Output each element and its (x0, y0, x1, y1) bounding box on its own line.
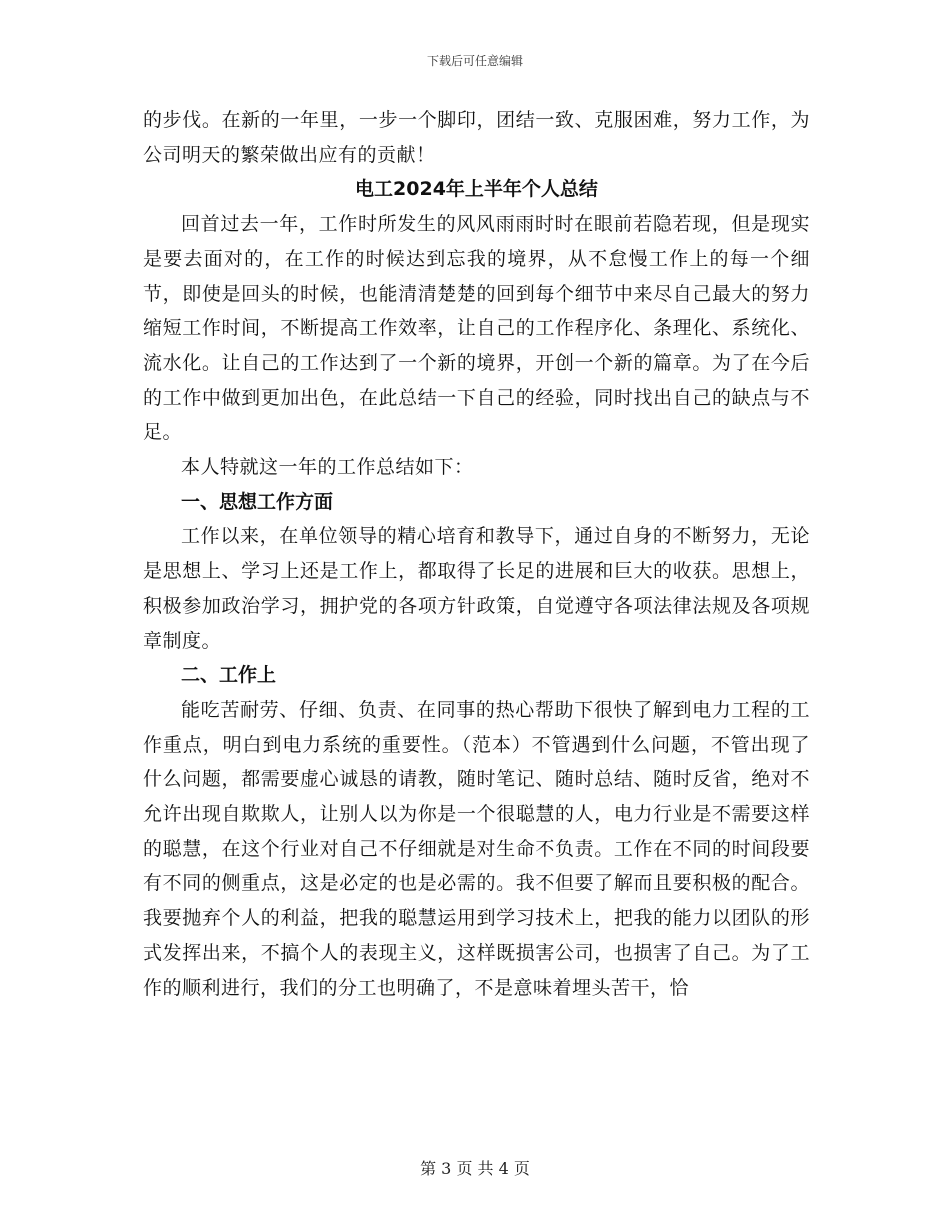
section-text-work: 能吃苦耐劳、仔细、负责、在同事的热心帮助下很快了解到电力工程的工作重点，明白到电力系统的重要性。（范本）不管遇到什么问题，不管出现了什么问题，都需要虚心诚恳的请教，随时笔记、随时总结、随时反省，绝对不允许出现自欺欺人，让别人以为你是一个很聪慧的人，电力行业是不需要这样的聪慧，在这个行业对自己不仔细就是对生命不负责。工作在不同的时间段要有不同的侧重点，这是必定的也是必需的。我不但要了解而且要积极的配合。我要抛弃个人的利益，把我的聪慧运用到学习技术上，把我的能力以团队的形式发挥出来，不搞个人的表现主义，这样既损害公司，也损害了自己。为了工作的顺利进行，我们的分工也明确了，不是意味着埋头苦干，恰 (143, 698, 810, 999)
paragraph-review: 回首过去一年，工作时所发生的风风雨雨时时在眼前若隐若现，但是现实是要去面对的，在工作的时候达到忘我的境界，从不怠慢工作上的每一个细节，即使是回头的时候，也能清清楚楚的回到每个细节中来尽自己最大的努力缩短工作时间，不断提高工作效率，让自己的工作程序化、条理化、系统化、流水化。让自己的工作达到了一个新的境界，开创一个新的篇章。为了在今后的工作中做到更加出色，在此总结一下自己的经验，同时找出自己的缺点与不足。 (143, 213, 810, 444)
document-body (143, 103, 810, 1005)
page-header: 下载后可任意编辑 (426, 54, 523, 68)
page-number: 第 3 页 共 4 页 (420, 1159, 530, 1178)
section-heading-work: 二、工作上 (181, 664, 277, 687)
document-title: 电工2024年上半年个人总结 (355, 178, 598, 201)
paragraph-summary-intro: 本人特就这一年的工作总结如下： (181, 456, 474, 479)
section-text-thought: 工作以来，在单位领导的精心培育和教导下，通过自身的不断努力，无论是思想上、学习上还是工作上，都取得了长足的进展和巨大的收获。思想上，积极参加政治学习，拥护党的各项方针政策，自觉遵守各项法律法规及各项规章制度。 (143, 525, 810, 652)
section-heading-thought: 一、思想工作方面 (181, 490, 334, 513)
intro-paragraph: 的步伐。在新的一年里，一步一个脚印，团结一致、克服困难，努力工作，为公司明天的繁荣做出应有的贡献！ (143, 109, 810, 166)
